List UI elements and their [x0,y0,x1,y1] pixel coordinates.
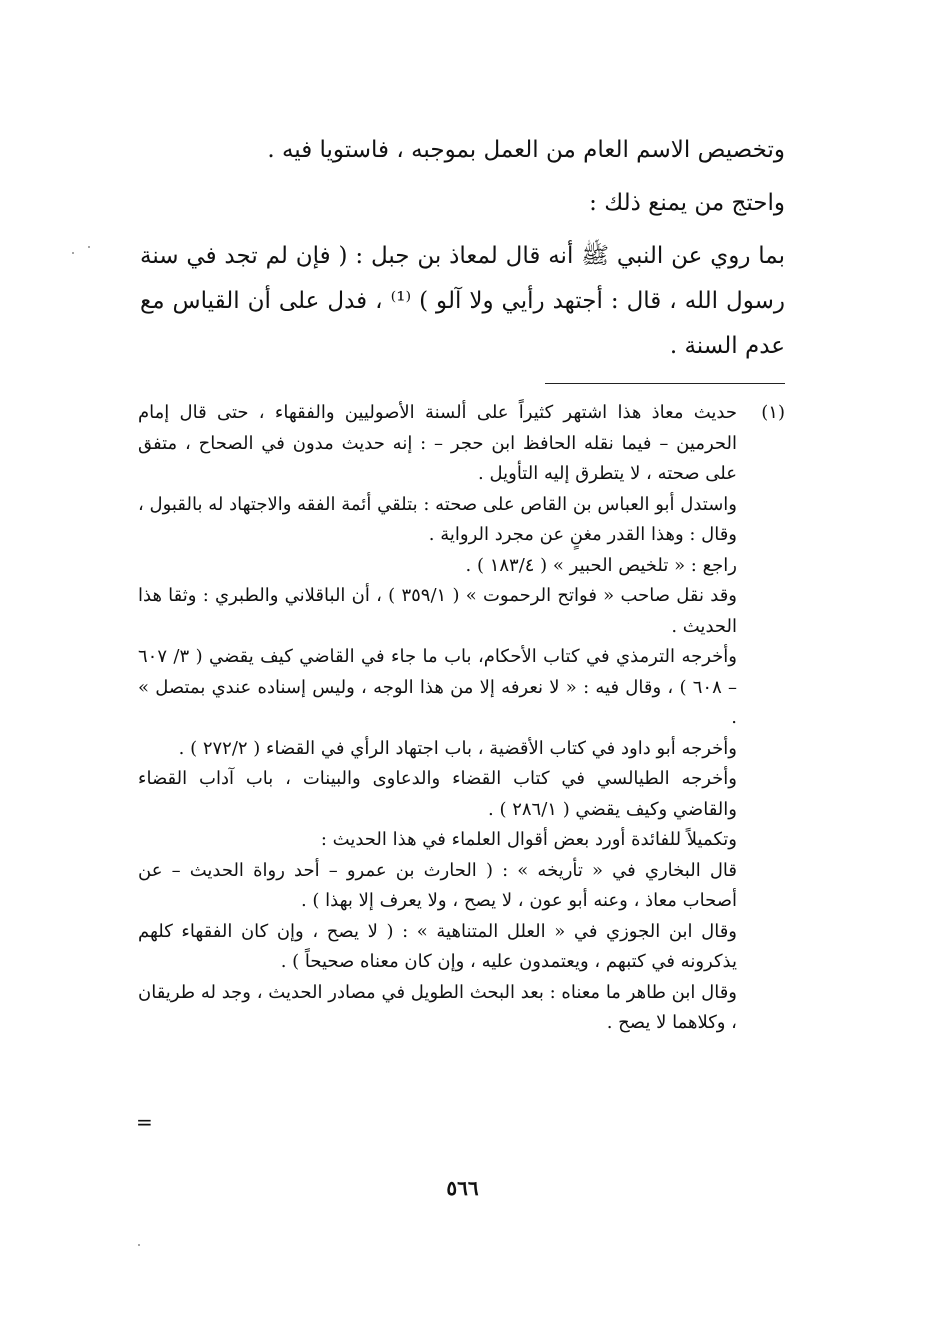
footnote-paragraph: واستدل أبو العباس بن القاص على صحته : بتلقي أئمة الفقه والاجتهاد له بالقبول ، وقال : وهذا القدر مغنٍ عن مجرد الرواية . [138,493,737,545]
footnote-paragraph: راجع : « تلخيص الحبير » ( ١٨٣/٤ ) . [465,554,737,576]
footnote-body [138,398,737,1039]
footnote-paragraph: وأخرجه أبو داود في كتاب الأقضية ، باب اجتهاد الرأي في القضاء ( ٢٧٢/٢ ) . [178,737,737,759]
footnote-paragraph: وتكميلاً للفائدة أورد بعض أقوال العلماء في هذا الحديث : [320,829,737,850]
footnote-paragraph: وأخرجه الترمذي في كتاب الأحكام، باب ما جاء في القاضي كيف يقضي ( ٣/ ٦٠٧ – ٦٠٨ ) ، وقال فيه : « لا نعرفه إلا من هذا الوجه ، وليس إسناده عندي بمتصل » . [138,646,737,728]
main-paragraph-3: بما روي عن النبي ﷺ أنه قال لمعاذ بن جبل : ( فإن لم تجد في سنة رسول الله ، قال : أجتهد رأيي ولا آلو ) ⁽¹⁾ ، فدل على أن القياس مع عدم السنة . [140,243,785,359]
footnote-paragraph: حديث معاذ هذا اشتهر كثيراً على ألسنة الأصوليين والفقهاء ، حتى قال إمام الحرمين – فيما نقله الحافظ ابن حجر – : إنه حديث مدون في الصحاح ، متفق على صحته ، لا يتطرق إليه التأويل . [138,402,737,484]
main-paragraph-2: واحتج من يمنع ذلك : [589,190,785,216]
footnote-separator [545,383,785,384]
footnote-paragraph: وقد نقل صاحب « فواتح الرحموت » ( ٣٥٩/١ ) ، أن الباقلاني والطبري : وثقا هذا الحديث . [138,585,737,637]
main-text-block [140,128,785,369]
page-number: ٥٦٦ [446,1176,479,1200]
footnote-marker: (١) [761,402,785,423]
footnote-block [138,398,785,1039]
footnote-paragraph: قال البخاري في « تأريخه » : ( الحارث بن عمرو – أحد رواة الحديث – عن أصحاب معاذ ، وعنه أبو عون ، لا يصح ، ولا يعرف إلا بهذا ) . [138,859,737,911]
main-paragraph-1: وتخصيص الاسم العام من العمل بموجبه ، فاستويا فيه . [267,137,785,163]
scan-speck [72,252,74,254]
scan-speck [88,246,90,248]
footnote-paragraph: وأخرجه الطيالسي في كتاب القضاء والدعاوى والبينات ، باب آداب القضاء والقاضي وكيف يقضي ( ٢٨٦/١ ) . [138,768,737,820]
footnote-paragraph: وقال ابن الجوزي في « العلل المتناهية » : ( لا يصح ، وإن كان الفقهاء كلهم يذكرونه في كتبهم ، ويعتمدون عليه ، وإن كان معناه صحيحاً ) . [138,920,737,972]
footnote-paragraph: وقال ابن طاهر ما معناه : بعد البحث الطويل في مصادر الحديث ، وجد له طريقان ، وكلاهما لا يصح . [138,981,737,1033]
continuation-mark: = [136,1110,153,1134]
scan-speck [138,1244,140,1246]
